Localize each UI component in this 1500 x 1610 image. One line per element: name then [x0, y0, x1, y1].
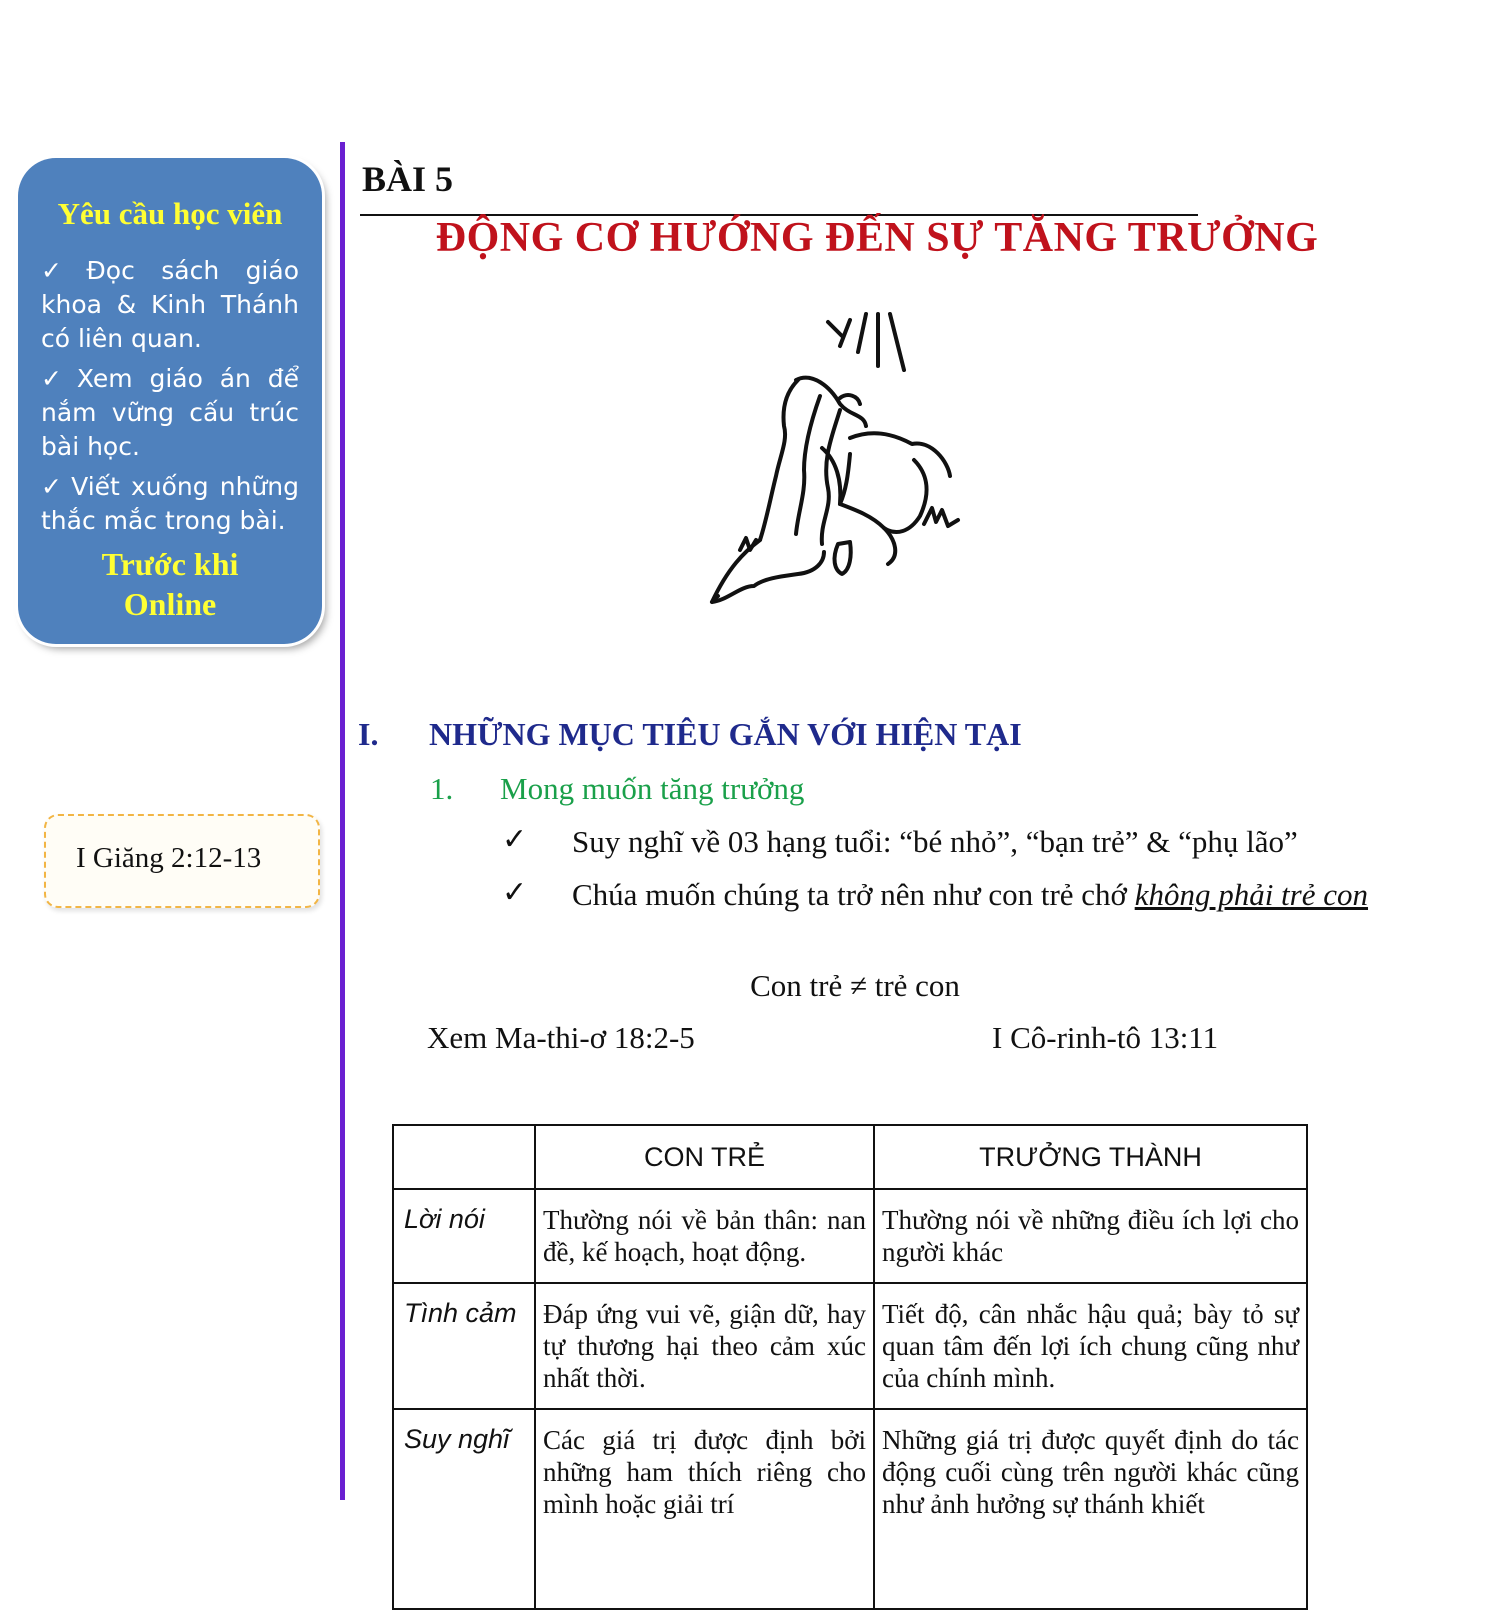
table-cell: Thường nói về những điều ích lợi cho người khác — [874, 1189, 1307, 1283]
check-icon: ✓ — [502, 823, 528, 856]
table-cell: Tiết độ, cân nhắc hậu quả; bày tỏ sự quan tâm đến lợi ích chung cũng như của chính mình. — [874, 1283, 1307, 1409]
page-title: ĐỘNG CƠ HƯỚNG ĐẾN SỰ TĂNG TRƯỞNG — [435, 215, 1319, 261]
table-header-cell: CON TRẺ — [535, 1125, 874, 1189]
table-row — [393, 1409, 1307, 1609]
list-item: ✓ Viết xuống những thắc mắc trong bài. — [41, 472, 299, 535]
section-title: NHỮNG MỤC TIÊU GẮN VỚI HIỆN TẠI — [429, 716, 1022, 752]
key-statement: Con trẻ ≠ trẻ con — [750, 968, 960, 1003]
row-label: Lời nói — [393, 1189, 535, 1283]
table-header-row — [393, 1125, 1307, 1189]
table-cell: Các giá trị được định bởi những ham thích riêng cho mình hoặc giải trí — [535, 1409, 874, 1609]
vertical-divider — [340, 142, 345, 1500]
scripture-ref-corinthians: I Cô-rinh-tô 13:11 — [992, 1020, 1219, 1055]
list-item: ✓ Xem giáo án để nắm vững cấu trúc bài học. — [41, 364, 299, 461]
light-rays-icon — [828, 314, 904, 370]
section-number: I. — [358, 716, 379, 752]
scripture-reference: I Giăng 2:12-13 — [76, 842, 262, 874]
table-cell: Thường nói về bản thân: nan đề, kế hoạch, hoạt động. — [535, 1189, 874, 1283]
row-label: Suy nghĩ — [393, 1409, 535, 1609]
check-icon: ✓ — [41, 256, 81, 285]
requirements-title: Yêu cầu học viên — [57, 196, 283, 231]
check-icon: ✓ — [41, 364, 71, 393]
bullet-childlike: Chúa muốn chúng ta trở nên như con trẻ chớ không phải trẻ con — [572, 877, 1369, 912]
table-row — [393, 1283, 1307, 1409]
requirements-list — [41, 254, 299, 544]
scripture-ref-matthew: Xem Ma-thi-ơ 18:2-5 — [427, 1020, 695, 1055]
list-item: ✓ Đọc sách giáo khoa & Kinh Thánh có liên quan. — [41, 256, 299, 353]
table-cell: Đáp ứng vui vẽ, giận dữ, hay tự thương hại theo cảm xúc nhất thời. — [535, 1283, 874, 1409]
check-icon: ✓ — [502, 876, 528, 909]
subsection-title: Mong muốn tăng trưởng — [500, 771, 805, 806]
row-label: Tình cảm — [393, 1283, 535, 1409]
requirements-footer: Trước khi Online — [101, 546, 239, 622]
table-header-cell — [393, 1125, 535, 1189]
check-icon: ✓ — [41, 472, 66, 501]
table-header-cell: TRƯỞNG THÀNH — [874, 1125, 1307, 1189]
lesson-number: BÀI 5 — [362, 159, 454, 199]
bullet-age-groups: Suy nghĩ về 03 hạng tuổi: “bé nhỏ”, “bạn trẻ” & “phụ lão” — [572, 824, 1298, 859]
table-row — [393, 1189, 1307, 1283]
subsection-number: 1. — [430, 771, 454, 806]
praying-figure-illustration — [700, 300, 980, 610]
table-cell: Những giá trị được quyết định do tác động cuối cùng trên người khác cũng như ảnh hưởng sự thánh khiết — [874, 1409, 1307, 1609]
emphasis-text: không phải trẻ con — [1134, 877, 1369, 912]
comparison-table — [392, 1124, 1308, 1610]
